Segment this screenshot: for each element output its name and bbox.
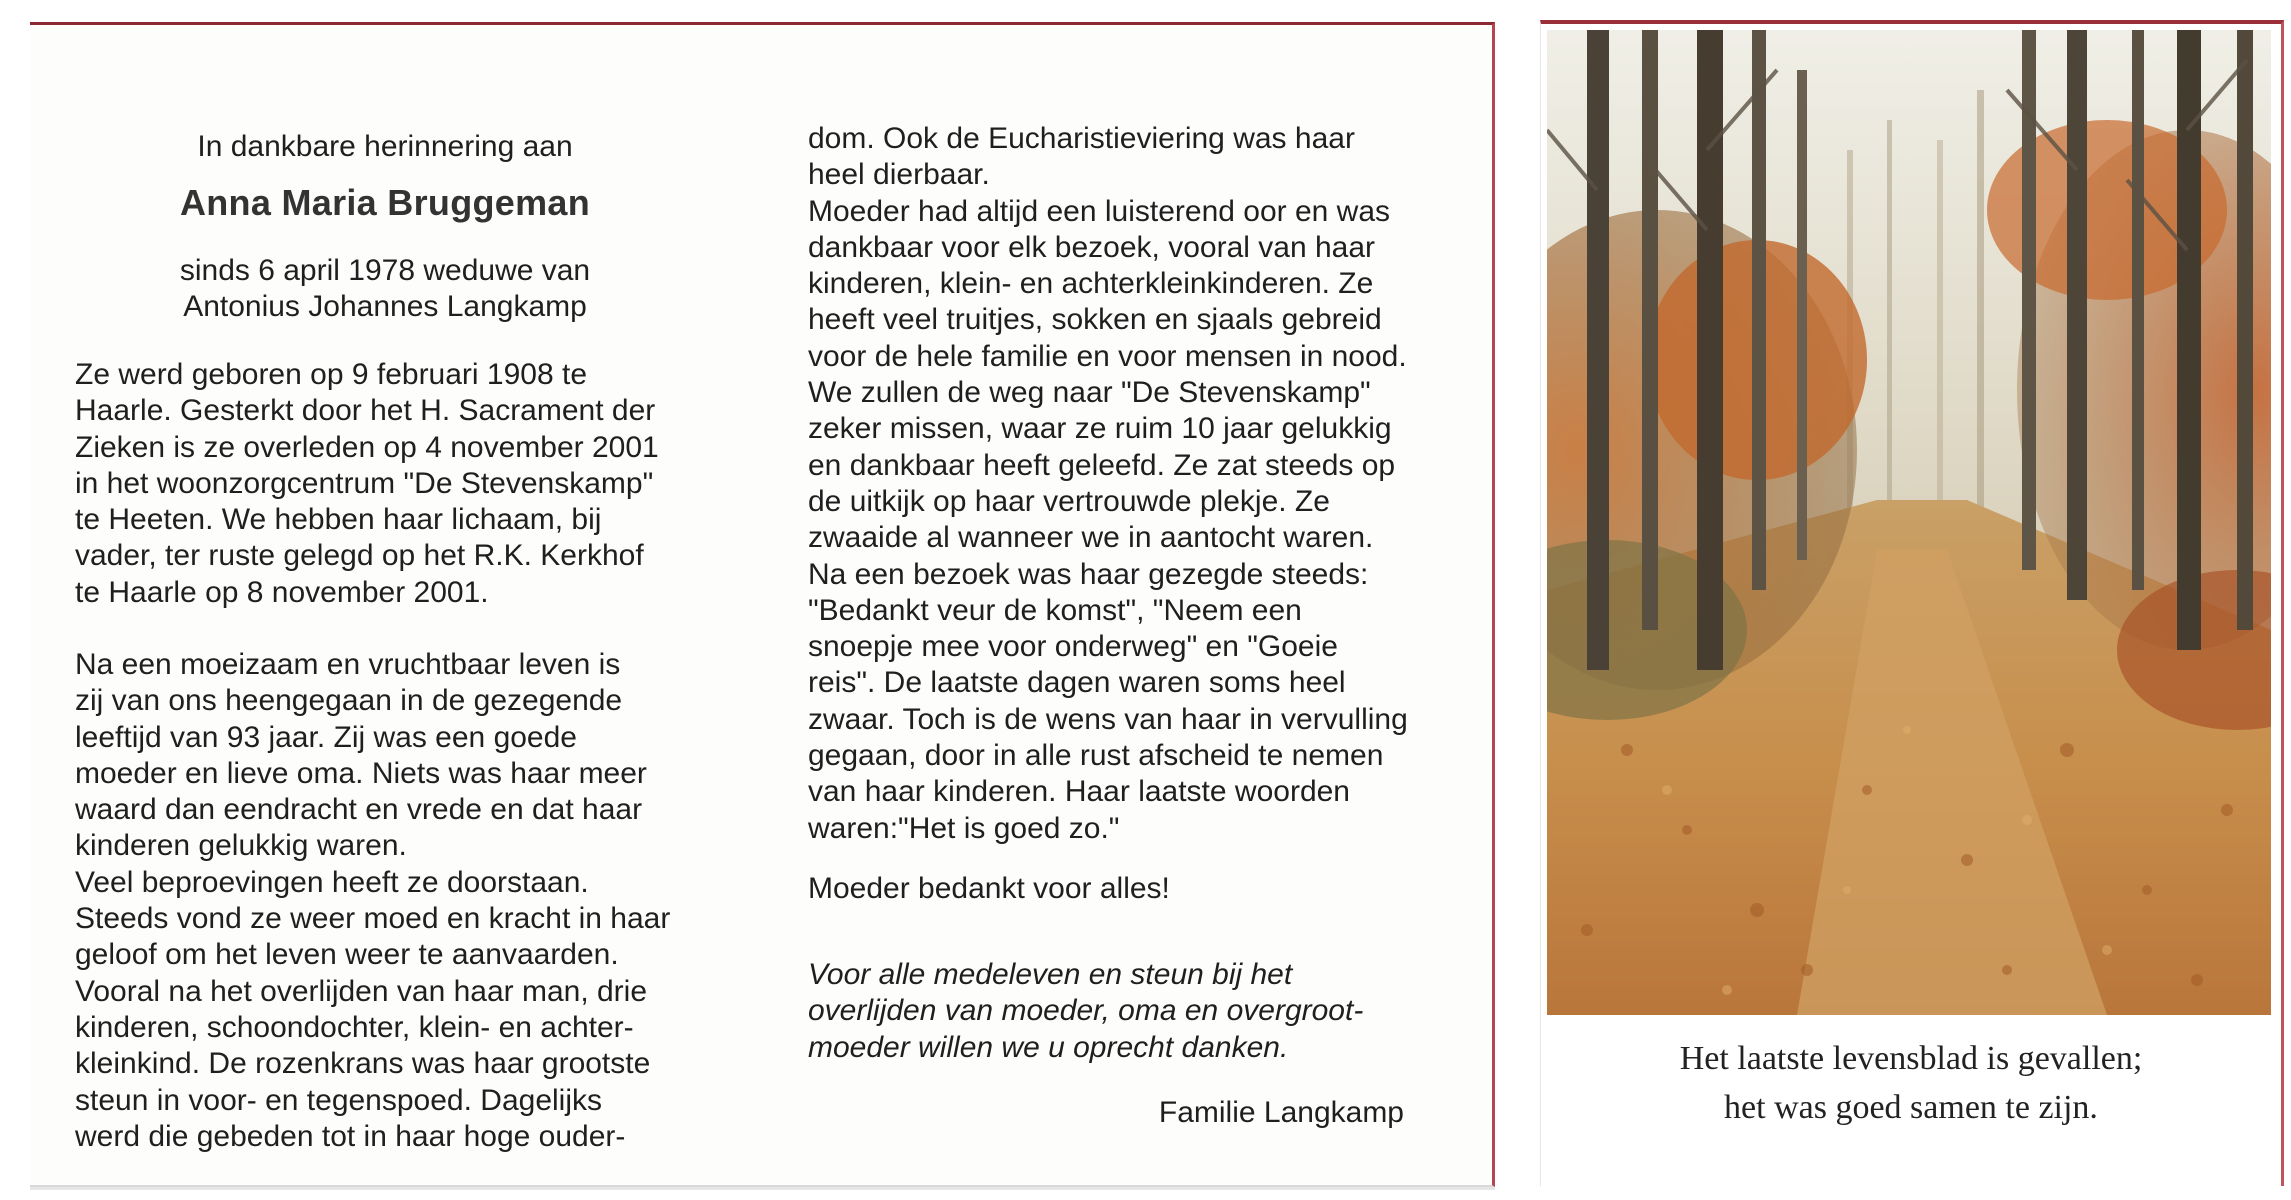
intro-line: In dankbare herinnering aan bbox=[197, 130, 573, 163]
text-line: zij van ons heengegaan in de gezegende bbox=[75, 684, 623, 718]
text-line: heeft veel truitjes, sokken en sjaals gebreid bbox=[808, 303, 1382, 337]
text-line: Zieken is ze overleden op 4 november 2001 bbox=[75, 430, 659, 464]
text-line: Na een moeizaam en vruchtbaar leven is bbox=[75, 648, 621, 681]
memorial-card-front bbox=[1540, 20, 2284, 1186]
caption-line-2: het was goed samen te zijn. bbox=[1724, 1089, 2098, 1126]
signature: Familie Langkamp bbox=[1158, 1096, 1404, 1129]
deceased-name: Anna Maria Bruggeman bbox=[179, 182, 591, 223]
memorial-card-inside bbox=[30, 22, 1495, 1187]
text-line: leeftijd van 93 jaar. Zij was een goede bbox=[75, 720, 577, 754]
text-line: van haar kinderen. Haar laatste woorden bbox=[808, 775, 1350, 809]
text-line: waren:"Het is goed zo." bbox=[808, 811, 1120, 845]
text-line: kleinkind. De rozenkrans was haar grootste bbox=[75, 1047, 651, 1081]
text-line: zwaaide al wanneer we in aantocht waren. bbox=[808, 521, 1374, 555]
text-line: de uitkijk op haar vertrouwde plekje. Ze bbox=[808, 484, 1330, 518]
text-line: Moeder had altijd een luisterend oor en was bbox=[808, 194, 1391, 228]
text-line: Ze werd geboren op 9 februari 1908 te bbox=[75, 358, 588, 391]
gratitude-paragraph bbox=[808, 957, 1433, 1066]
caption-line-1: Het laatste levensblad is gevallen; bbox=[1679, 1040, 2143, 1077]
text-line: We zullen de weg naar "De Stevenskamp" bbox=[808, 376, 1371, 410]
text-line: reis". De laatste dagen waren soms heel bbox=[808, 666, 1346, 700]
text-line: en dankbaar heeft geleefd. Ze zat steeds op bbox=[808, 448, 1396, 482]
widow-line-2: Antonius Johannes Langkamp bbox=[183, 290, 587, 323]
widow-line-1: sinds 6 april 1978 weduwe van bbox=[179, 254, 591, 287]
text-line: Steeds vond ze weer moed en kracht in haar bbox=[75, 902, 671, 936]
birth-paragraph bbox=[75, 357, 695, 611]
text-line: overlijden van moeder, oma en overgroot- bbox=[808, 994, 1364, 1028]
text-line: moeder en lieve oma. Niets was haar meer bbox=[75, 756, 647, 790]
text-line: zeker missen, waar ze ruim 10 jaar gelukkig bbox=[808, 412, 1392, 446]
text-line: waard dan eendracht en vrede en dat haar bbox=[75, 793, 643, 827]
text-line: zwaar. Toch is de wens van haar in vervulling bbox=[808, 702, 1408, 736]
text-line: te Haarle op 8 november 2001. bbox=[75, 575, 489, 609]
autumn-forest-photo bbox=[1547, 30, 2271, 1015]
text-line: voor de hele familie en voor mensen in nood. bbox=[808, 339, 1407, 373]
poem-caption bbox=[1541, 1034, 2281, 1132]
text-line: kinderen, schoondochter, klein- en achter- bbox=[75, 1010, 634, 1044]
text-line: heel dierbaar. bbox=[808, 158, 990, 192]
text-line: "Bedankt veur de komst", "Neem een bbox=[808, 593, 1302, 627]
text-line: dankbaar voor elk bezoek, vooral van haar bbox=[808, 230, 1376, 264]
continued-paragraph bbox=[808, 121, 1433, 847]
life-paragraph bbox=[75, 647, 695, 1155]
text-line: in het woonzorgcentrum "De Stevenskamp" bbox=[75, 466, 654, 500]
text-line: Vooral na het overlijden van haar man, drie bbox=[75, 974, 648, 1008]
text-line: Haarle. Gesterkt door het H. Sacrament der bbox=[75, 394, 656, 428]
text-line: steun in voor- en tegenspoed. Dagelijks bbox=[75, 1083, 602, 1117]
thanks-mother: Moeder bedankt voor alles! bbox=[808, 872, 1170, 905]
text-line: gegaan, door in alle rust afscheid te nemen bbox=[808, 739, 1384, 773]
text-line: geloof om het leven weer te aanvaarden. bbox=[75, 938, 619, 972]
text-line: kinderen, klein- en achterkleinkinderen. Ze bbox=[808, 267, 1374, 301]
text-line: Veel beproevingen heeft ze doorstaan. bbox=[75, 865, 589, 899]
text-line: kinderen gelukkig waren. bbox=[75, 829, 407, 863]
text-line: snoepje mee voor onderweg" en "Goeie bbox=[808, 630, 1338, 664]
text-line: Na een bezoek was haar gezegde steeds: bbox=[808, 557, 1369, 591]
text-line: Voor alle medeleven en steun bij het bbox=[808, 958, 1293, 991]
text-line: vader, ter ruste gelegd op het R.K. Kerkhof bbox=[75, 539, 644, 573]
text-line: te Heeten. We hebben haar lichaam, bij bbox=[75, 503, 602, 537]
text-line: moeder willen we u oprecht danken. bbox=[808, 1030, 1289, 1064]
text-line: dom. Ook de Eucharistieviering was haar bbox=[808, 122, 1355, 155]
text-line: werd die gebeden tot in haar hoge ouder- bbox=[75, 1119, 626, 1153]
